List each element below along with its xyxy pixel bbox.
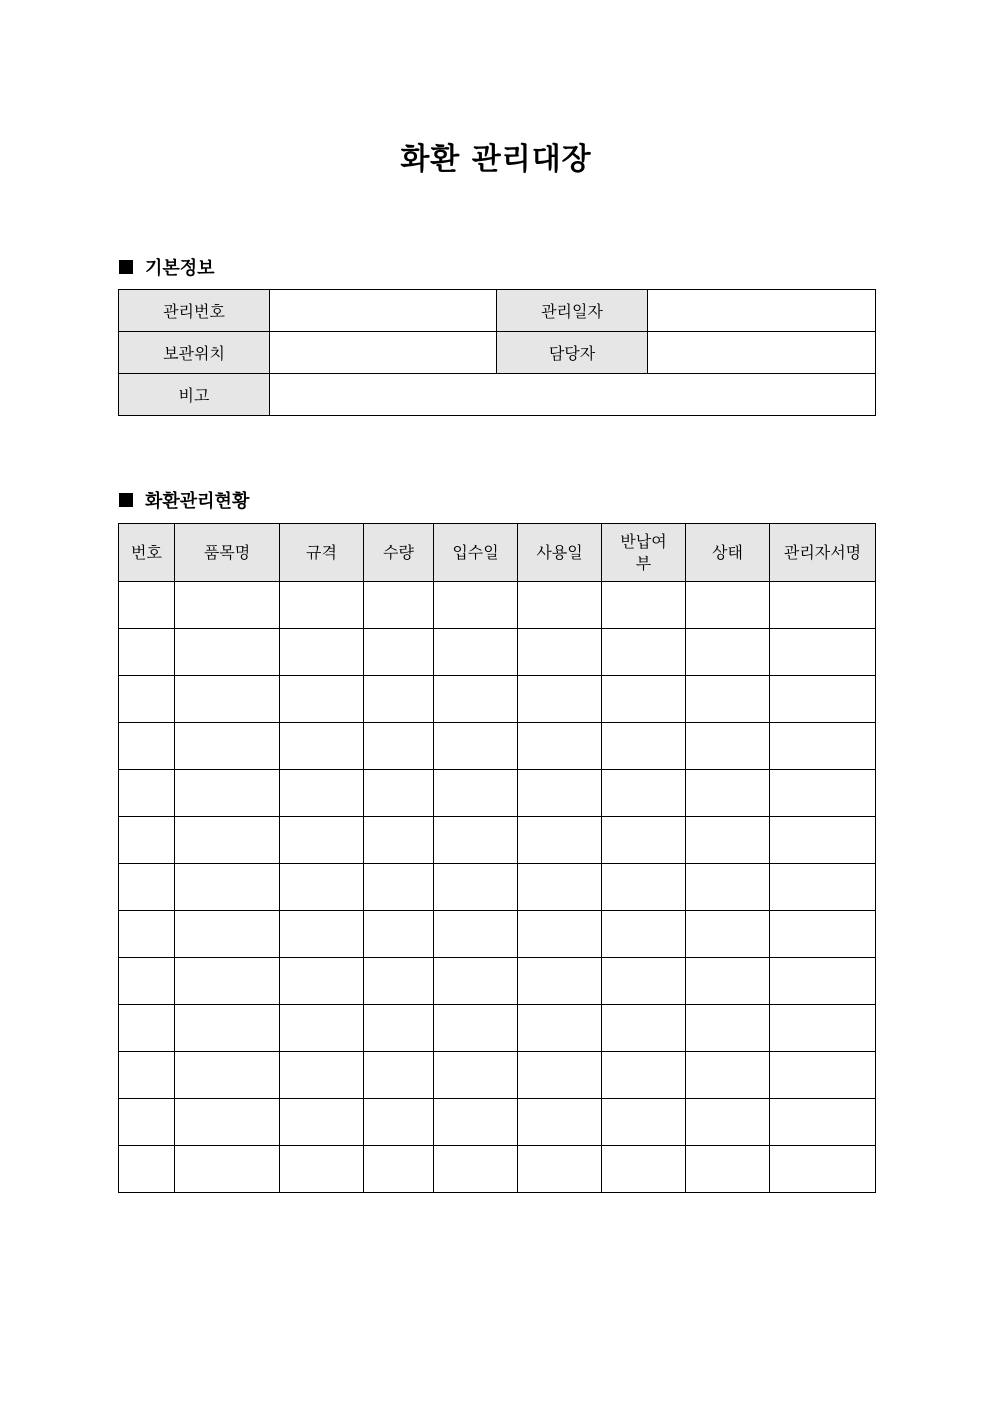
column-header-col-item-name: 품목명 — [175, 524, 280, 582]
table-cell-col-received-date[interactable] — [434, 1099, 518, 1146]
table-cell-col-number[interactable] — [119, 864, 175, 911]
table-cell-col-used-date[interactable] — [518, 1146, 602, 1193]
table-cell-col-condition[interactable] — [686, 1099, 770, 1146]
wreath-status-table — [118, 523, 876, 1193]
table-row — [119, 723, 876, 770]
table-cell-col-number[interactable] — [119, 1005, 175, 1052]
column-header-col-received-date: 입수일 — [434, 524, 518, 582]
table-cell-col-received-date[interactable] — [434, 958, 518, 1005]
table-cell-col-spec[interactable] — [280, 911, 364, 958]
table-row — [119, 676, 876, 723]
table-cell-col-received-date[interactable] — [434, 723, 518, 770]
basic-info-row — [119, 374, 876, 416]
table-cell-col-quantity[interactable] — [364, 864, 434, 911]
square-bullet-icon — [119, 260, 133, 274]
table-cell-col-quantity[interactable] — [364, 1146, 434, 1193]
table-cell-col-spec[interactable] — [280, 1099, 364, 1146]
column-header-col-condition: 상태 — [686, 524, 770, 582]
table-cell-col-used-date[interactable] — [518, 817, 602, 864]
table-row — [119, 582, 876, 629]
management-number-field[interactable] — [270, 290, 497, 332]
management-date-field[interactable] — [648, 290, 876, 332]
table-cell-col-returned[interactable] — [602, 1005, 686, 1052]
table-cell-col-received-date[interactable] — [434, 770, 518, 817]
table-cell-col-item-name[interactable] — [175, 629, 280, 676]
table-cell-col-manager-signature[interactable] — [770, 958, 876, 1005]
storage-location-field[interactable] — [270, 332, 497, 374]
basic-info-table — [118, 289, 876, 416]
table-cell-col-returned[interactable] — [602, 864, 686, 911]
table-row — [119, 1099, 876, 1146]
table-cell-col-spec[interactable] — [280, 958, 364, 1005]
table-cell-col-returned[interactable] — [602, 1146, 686, 1193]
table-cell-col-condition[interactable] — [686, 723, 770, 770]
table-row — [119, 1146, 876, 1193]
table-cell-col-manager-signature[interactable] — [770, 770, 876, 817]
table-row — [119, 911, 876, 958]
table-row — [119, 1005, 876, 1052]
column-header-col-manager-signature: 관리자서명 — [770, 524, 876, 582]
table-row — [119, 958, 876, 1005]
table-cell-col-spec[interactable] — [280, 817, 364, 864]
table-cell-col-condition[interactable] — [686, 864, 770, 911]
table-cell-col-condition[interactable] — [686, 582, 770, 629]
status-heading-text: 화환관리현황 — [145, 491, 250, 512]
table-cell-col-spec[interactable] — [280, 723, 364, 770]
table-cell-col-spec[interactable] — [280, 1005, 364, 1052]
table-cell-col-received-date[interactable] — [434, 676, 518, 723]
table-cell-col-returned[interactable] — [602, 958, 686, 1005]
table-cell-col-condition[interactable] — [686, 676, 770, 723]
table-cell-col-returned[interactable] — [602, 911, 686, 958]
label-management-number: 관리번호 — [119, 290, 270, 332]
table-cell-col-number[interactable] — [119, 817, 175, 864]
page-title: 화환 관리대장 — [400, 142, 592, 177]
table-cell-col-condition[interactable] — [686, 1146, 770, 1193]
table-cell-col-number[interactable] — [119, 1099, 175, 1146]
table-header-row — [119, 524, 876, 582]
table-cell-col-quantity[interactable] — [364, 1005, 434, 1052]
status-heading — [119, 487, 249, 513]
table-cell-col-number[interactable] — [119, 1052, 175, 1099]
table-cell-col-used-date[interactable] — [518, 770, 602, 817]
column-header-col-quantity: 수량 — [364, 524, 434, 582]
table-row — [119, 629, 876, 676]
table-cell-col-condition[interactable] — [686, 911, 770, 958]
table-cell-col-used-date[interactable] — [518, 582, 602, 629]
note-field[interactable] — [270, 374, 876, 416]
table-cell-col-condition[interactable] — [686, 629, 770, 676]
table-cell-col-number[interactable] — [119, 582, 175, 629]
column-header-col-returned: 반납여부 — [602, 524, 686, 582]
table-cell-col-item-name[interactable] — [175, 770, 280, 817]
table-cell-col-item-name[interactable] — [175, 817, 280, 864]
table-cell-col-returned[interactable] — [602, 1052, 686, 1099]
table-cell-col-manager-signature[interactable] — [770, 1146, 876, 1193]
table-cell-col-manager-signature[interactable] — [770, 582, 876, 629]
table-cell-col-manager-signature[interactable] — [770, 629, 876, 676]
table-cell-col-manager-signature[interactable] — [770, 911, 876, 958]
table-cell-col-received-date[interactable] — [434, 1146, 518, 1193]
table-cell-col-quantity[interactable] — [364, 770, 434, 817]
table-row — [119, 1052, 876, 1099]
table-cell-col-item-name[interactable] — [175, 864, 280, 911]
table-cell-col-used-date[interactable] — [518, 958, 602, 1005]
label-management-date: 관리일자 — [497, 290, 648, 332]
table-cell-col-used-date[interactable] — [518, 676, 602, 723]
label-person-in-charge: 담당자 — [497, 332, 648, 374]
table-cell-col-returned[interactable] — [602, 723, 686, 770]
column-header-col-spec: 규격 — [280, 524, 364, 582]
table-cell-col-used-date[interactable] — [518, 864, 602, 911]
label-storage-location: 보관위치 — [119, 332, 270, 374]
basic-info-row — [119, 290, 876, 332]
table-cell-col-quantity[interactable] — [364, 1052, 434, 1099]
table-cell-col-quantity[interactable] — [364, 582, 434, 629]
table-cell-col-item-name[interactable] — [175, 1052, 280, 1099]
table-cell-col-number[interactable] — [119, 676, 175, 723]
table-cell-col-manager-signature[interactable] — [770, 1099, 876, 1146]
table-row — [119, 864, 876, 911]
column-header-col-used-date: 사용일 — [518, 524, 602, 582]
table-cell-col-condition[interactable] — [686, 1052, 770, 1099]
table-cell-col-used-date[interactable] — [518, 1005, 602, 1052]
table-cell-col-number[interactable] — [119, 629, 175, 676]
table-cell-col-received-date[interactable] — [434, 1052, 518, 1099]
basic-info-row — [119, 332, 876, 374]
table-cell-col-quantity[interactable] — [364, 817, 434, 864]
table-cell-col-item-name[interactable] — [175, 1146, 280, 1193]
table-cell-col-quantity[interactable] — [364, 958, 434, 1005]
table-cell-col-received-date[interactable] — [434, 1005, 518, 1052]
table-cell-col-received-date[interactable] — [434, 629, 518, 676]
table-cell-col-spec[interactable] — [280, 629, 364, 676]
table-cell-col-returned[interactable] — [602, 629, 686, 676]
table-cell-col-returned[interactable] — [602, 582, 686, 629]
table-cell-col-quantity[interactable] — [364, 723, 434, 770]
table-cell-col-used-date[interactable] — [518, 1099, 602, 1146]
table-cell-col-received-date[interactable] — [434, 911, 518, 958]
table-cell-col-item-name[interactable] — [175, 911, 280, 958]
table-cell-col-item-name[interactable] — [175, 958, 280, 1005]
table-cell-col-spec[interactable] — [280, 1052, 364, 1099]
table-cell-col-quantity[interactable] — [364, 629, 434, 676]
table-cell-col-manager-signature[interactable] — [770, 676, 876, 723]
table-cell-col-condition[interactable] — [686, 958, 770, 1005]
table-cell-col-spec[interactable] — [280, 1146, 364, 1193]
table-cell-col-item-name[interactable] — [175, 1099, 280, 1146]
table-cell-col-quantity[interactable] — [364, 1099, 434, 1146]
table-cell-col-received-date[interactable] — [434, 864, 518, 911]
table-cell-col-used-date[interactable] — [518, 723, 602, 770]
table-cell-col-used-date[interactable] — [518, 1052, 602, 1099]
table-row — [119, 817, 876, 864]
table-cell-col-number[interactable] — [119, 1146, 175, 1193]
table-cell-col-item-name[interactable] — [175, 723, 280, 770]
table-cell-col-returned[interactable] — [602, 676, 686, 723]
table-cell-col-returned[interactable] — [602, 817, 686, 864]
table-cell-col-manager-signature[interactable] — [770, 1005, 876, 1052]
table-cell-col-spec[interactable] — [280, 582, 364, 629]
table-cell-col-used-date[interactable] — [518, 911, 602, 958]
table-cell-col-item-name[interactable] — [175, 676, 280, 723]
table-cell-col-manager-signature[interactable] — [770, 817, 876, 864]
basic-info-heading — [119, 254, 215, 280]
table-cell-col-quantity[interactable] — [364, 676, 434, 723]
basic-info-heading-text: 기본정보 — [145, 258, 215, 279]
table-cell-col-item-name[interactable] — [175, 582, 280, 629]
table-row — [119, 770, 876, 817]
square-bullet-icon — [119, 493, 133, 507]
table-cell-col-item-name[interactable] — [175, 1005, 280, 1052]
column-header-col-number: 번호 — [119, 524, 175, 582]
table-cell-col-returned[interactable] — [602, 770, 686, 817]
table-cell-col-manager-signature[interactable] — [770, 1052, 876, 1099]
table-cell-col-condition[interactable] — [686, 1005, 770, 1052]
label-note: 비고 — [119, 374, 270, 416]
table-cell-col-number[interactable] — [119, 911, 175, 958]
table-cell-col-quantity[interactable] — [364, 911, 434, 958]
table-cell-col-number[interactable] — [119, 958, 175, 1005]
table-cell-col-manager-signature[interactable] — [770, 864, 876, 911]
table-cell-col-received-date[interactable] — [434, 582, 518, 629]
table-cell-col-used-date[interactable] — [518, 629, 602, 676]
table-cell-col-spec[interactable] — [280, 770, 364, 817]
table-cell-col-condition[interactable] — [686, 770, 770, 817]
table-cell-col-spec[interactable] — [280, 676, 364, 723]
table-cell-col-number[interactable] — [119, 770, 175, 817]
table-cell-col-manager-signature[interactable] — [770, 723, 876, 770]
table-cell-col-condition[interactable] — [686, 817, 770, 864]
table-cell-col-received-date[interactable] — [434, 817, 518, 864]
person-in-charge-field[interactable] — [648, 332, 876, 374]
table-cell-col-number[interactable] — [119, 723, 175, 770]
table-cell-col-returned[interactable] — [602, 1099, 686, 1146]
table-cell-col-spec[interactable] — [280, 864, 364, 911]
